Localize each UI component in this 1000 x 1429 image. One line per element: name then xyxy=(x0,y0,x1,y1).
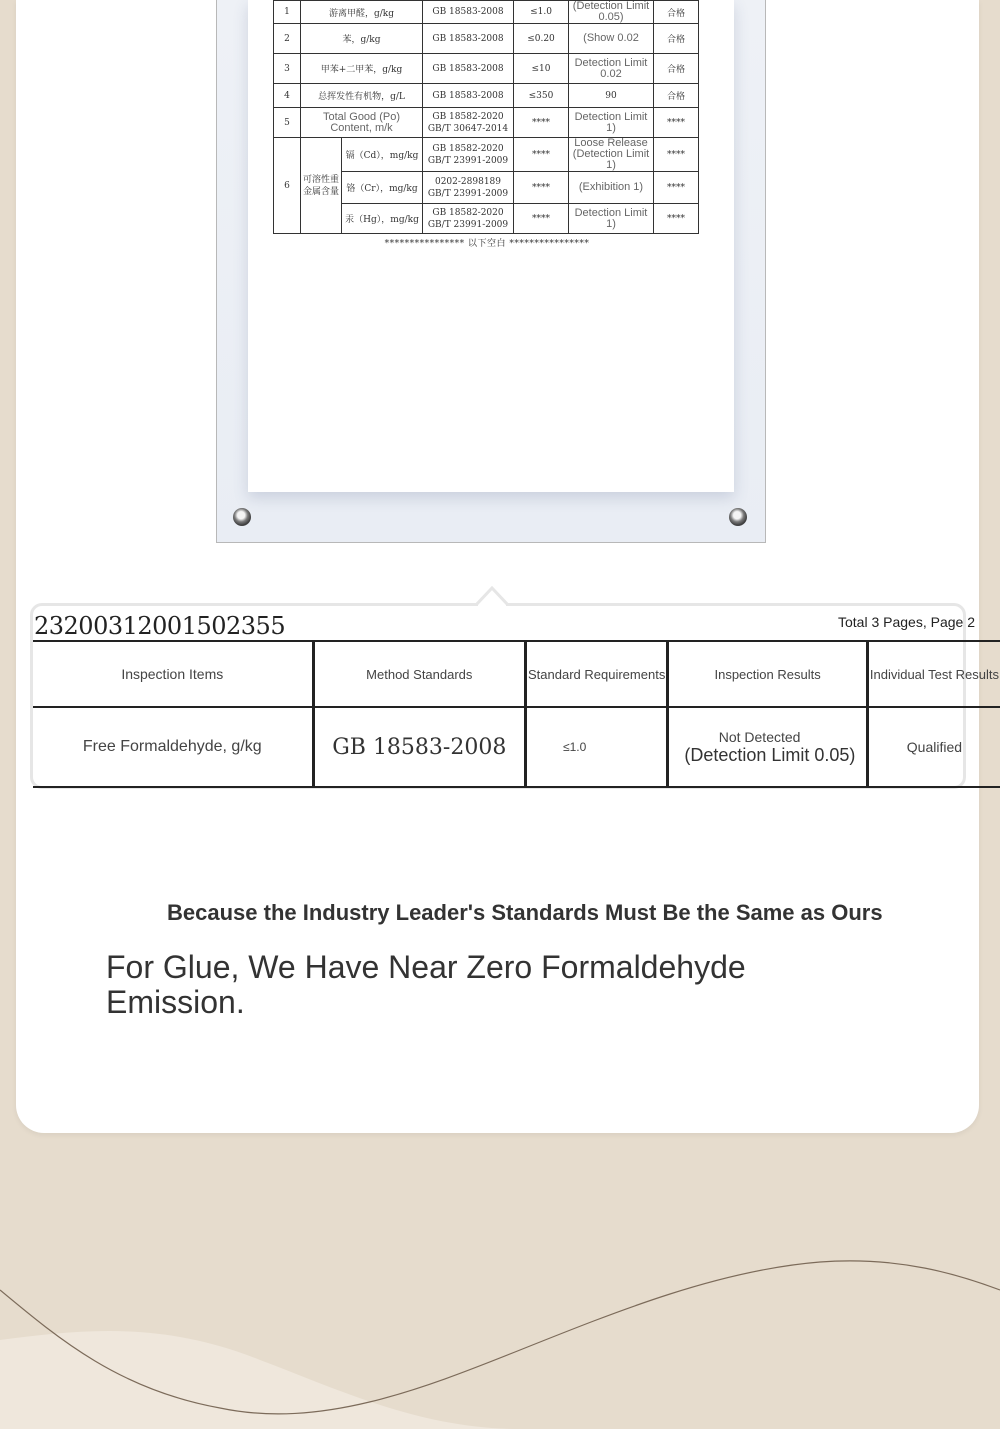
table-row: 5 Total Good (Po) Content, m/k GB 18582-2020 GB/T 30647-2014 **** Detection Limit 1) **** xyxy=(274,108,699,138)
table-row: 2 苯，g/kg GB 18583-2008 ≤0.20 (Show 0.02 合格 xyxy=(274,24,699,54)
callout-pointer-icon xyxy=(476,586,508,618)
subtitle: Because the Industry Leader's Standards Must Be the Same as Ours xyxy=(167,900,883,925)
table-row: 4 总挥发性有机物，g/L GB 18583-2008 ≤350 90 合格 xyxy=(274,84,699,108)
result-detection-limit: (Detection Limit 0.05) xyxy=(684,745,856,765)
left-screw-icon xyxy=(233,508,251,526)
result-not-detected: Not Detected xyxy=(718,729,801,745)
cell-result xyxy=(668,707,868,787)
table-row: 1 游离甲醛，g/kg GB 18583-2008 ≤1.0 (Detection Limit 0.05) 合格 xyxy=(274,1,699,24)
header-inspection-items: Inspection Items xyxy=(33,641,313,707)
cell-requirement: ≤1.0 xyxy=(526,707,668,787)
header-inspection-results: Inspection Results xyxy=(668,641,868,707)
cell-standard: GB 18583-2008 xyxy=(313,707,525,787)
table-header-row xyxy=(33,641,1000,707)
cell-judgement: Qualified xyxy=(867,707,1000,787)
background-waves xyxy=(0,1150,1000,1429)
table-row: 铬（Cr），mg/kg 0202-2898189 GB/T 23991-2009 **** (Exhibition 1) **** xyxy=(274,172,699,204)
inspection-table xyxy=(33,640,1000,788)
header-individual-test-results: Individual Test Results xyxy=(867,641,1000,707)
header-standard-requirements: Standard Requirements xyxy=(526,641,668,707)
cell-item: Free Formaldehyde, g/kg xyxy=(33,707,313,787)
table-row: 6 可溶性重金属含量 镉（Cd），mg/kg GB 18582-2020 GB/T 23991-2009 **** Loose Release (Detection Limit 1) **** xyxy=(274,138,699,172)
right-screw-icon xyxy=(729,508,747,526)
header-method-standards: Method Standards xyxy=(313,641,525,707)
end-of-table-marker: **************** 以下空白 **************** xyxy=(384,239,590,249)
report-number: 23200312001502355 xyxy=(34,612,286,640)
table-row: 3 甲苯+二甲苯，g/kg GB 18583-2008 ≤10 Detection Limit 0.02 合格 xyxy=(274,54,699,84)
table-row xyxy=(33,707,1000,787)
document-table xyxy=(273,0,699,234)
headline: For Glue, We Have Near Zero Formaldehyde Emission. xyxy=(106,949,746,1020)
page-indicator: Total 3 Pages, Page 2 xyxy=(838,614,975,630)
table-row: 汞（Hg），mg/kg GB 18582-2020 GB/T 23991-2009 **** Detection Limit 1) **** xyxy=(274,204,699,234)
